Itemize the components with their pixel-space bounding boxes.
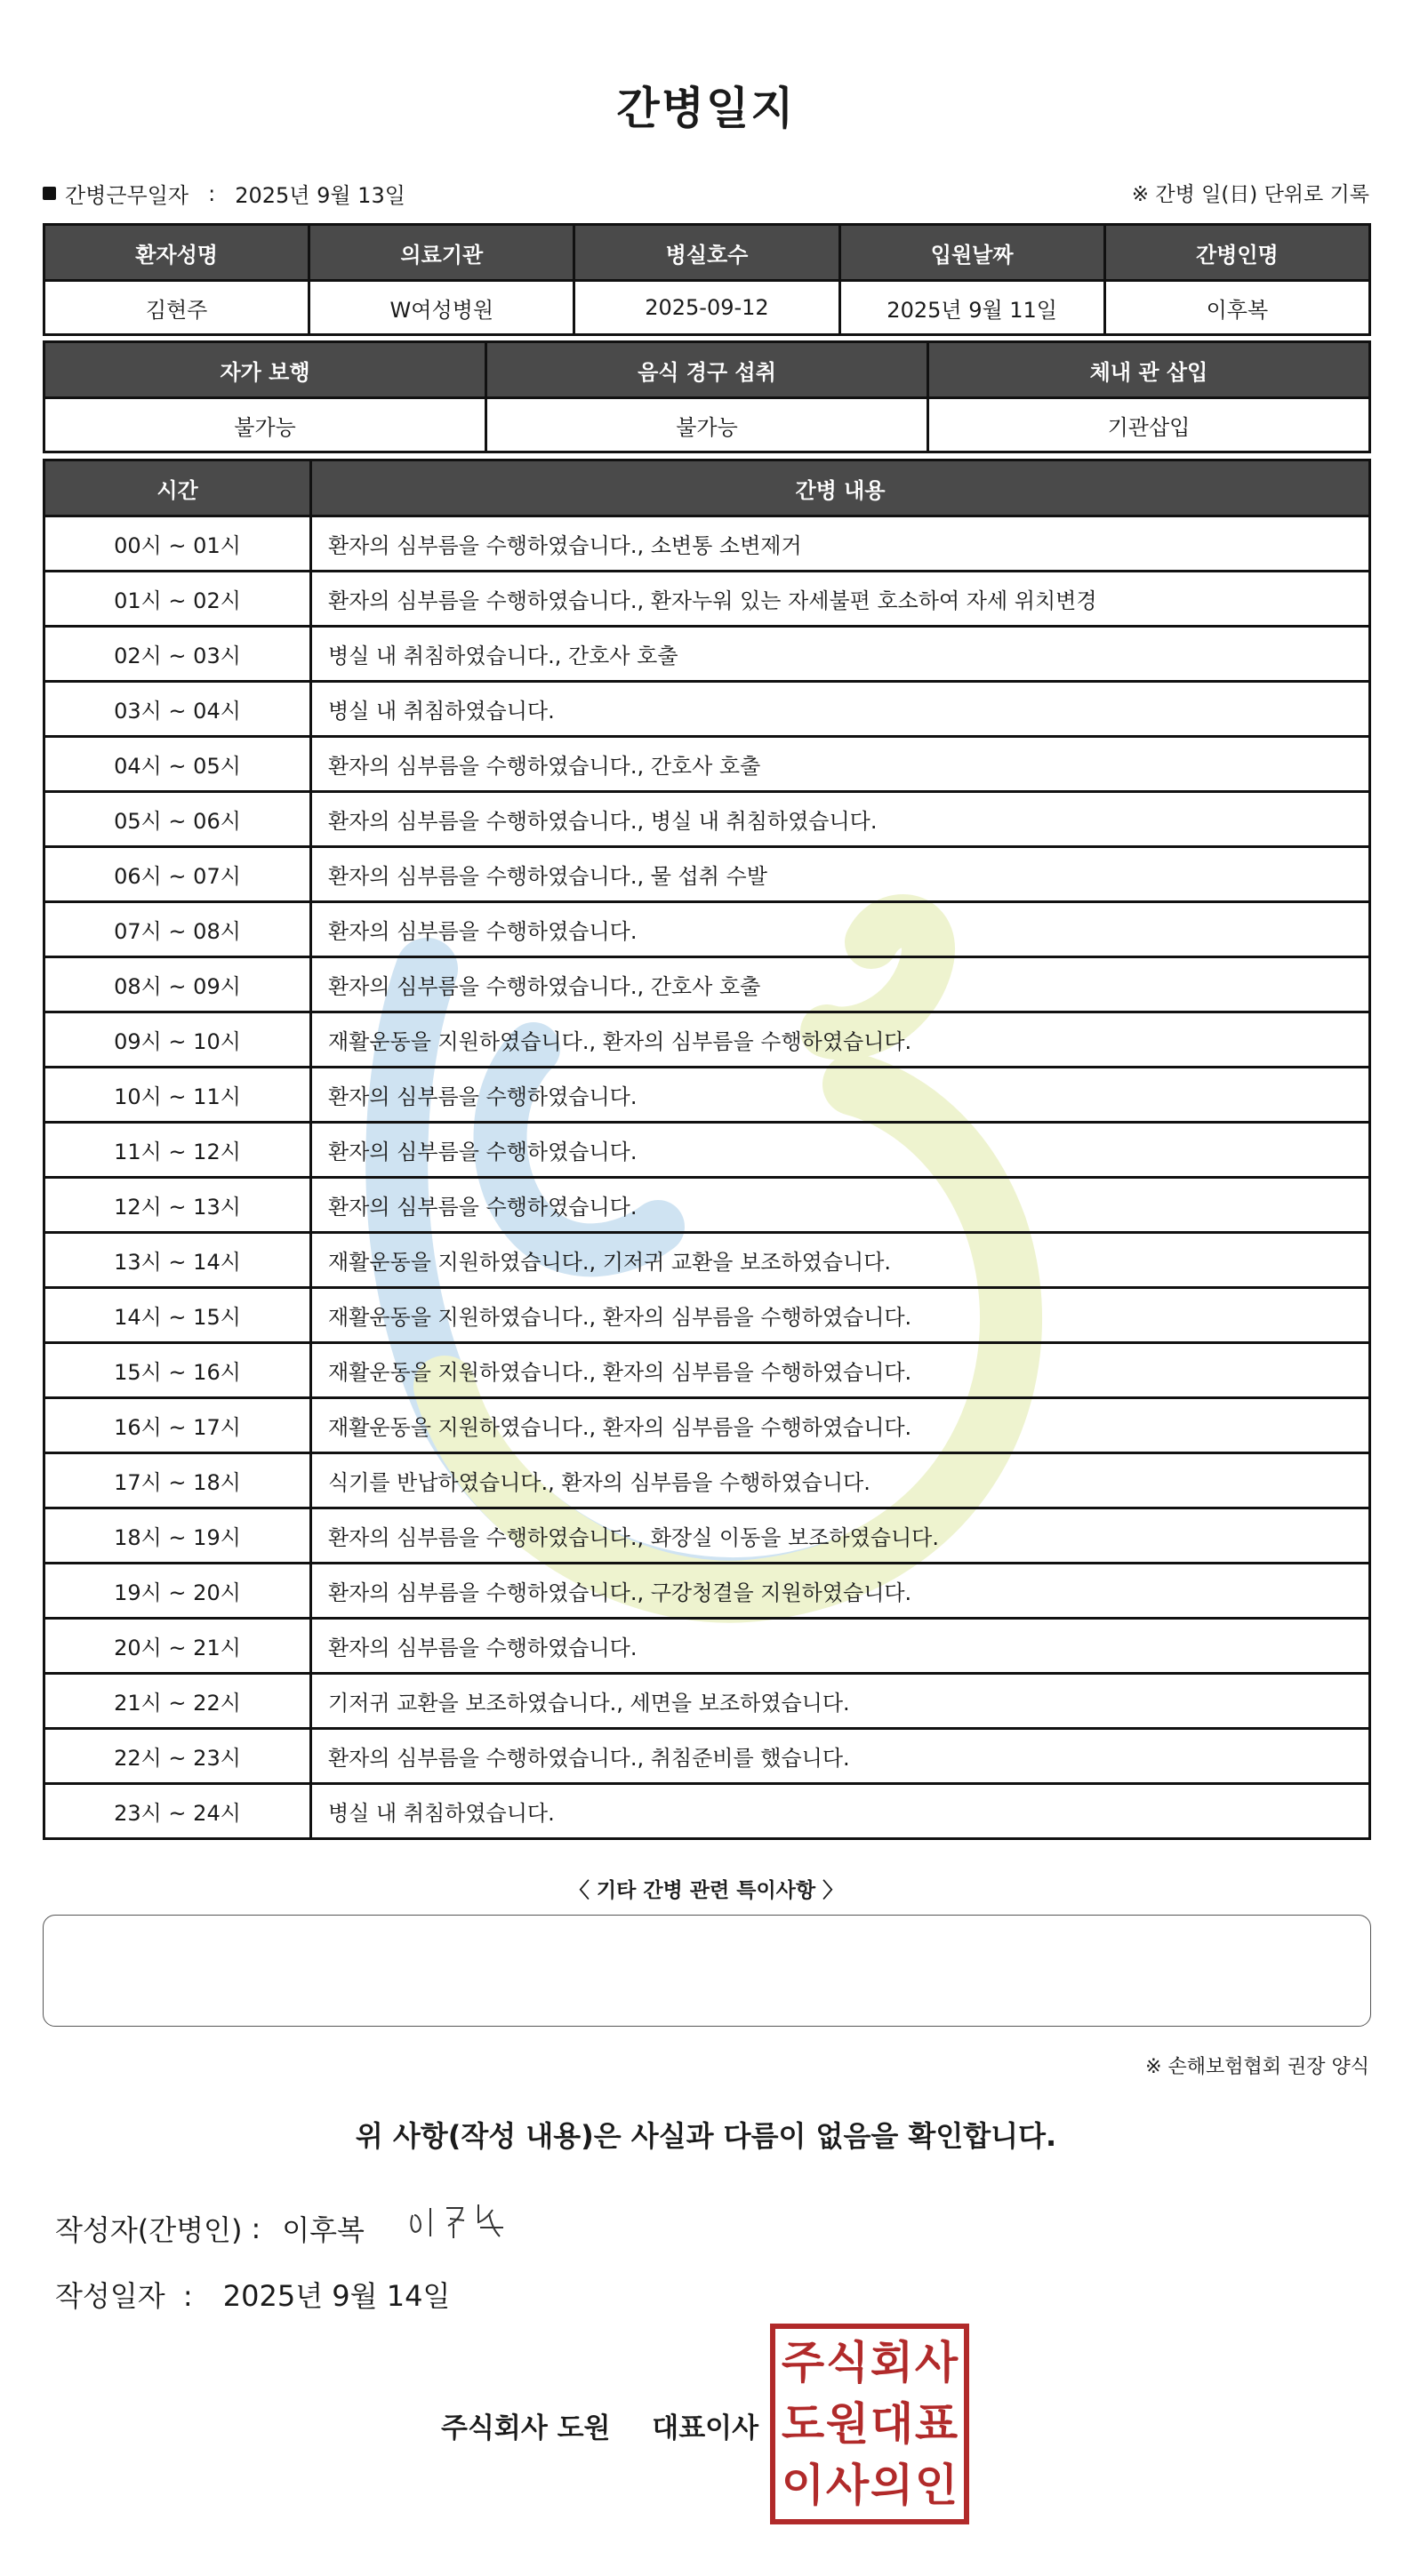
log-time: 04시 ~ 05시 xyxy=(44,737,311,792)
header-patient-name: 환자성명 xyxy=(44,225,309,281)
status-header-row xyxy=(44,342,1370,398)
log-content: 재활운동을 지원하였습니다., 환자의 심부름을 수행하였습니다. xyxy=(311,1343,1370,1398)
log-time: 18시 ~ 19시 xyxy=(44,1508,311,1564)
log-content: 병실 내 취침하였습니다. xyxy=(311,1784,1370,1839)
log-row xyxy=(44,792,1370,847)
log-content: 환자의 심부름을 수행하였습니다. xyxy=(311,1123,1370,1178)
care-log-table xyxy=(43,459,1371,1840)
log-time: 00시 ~ 01시 xyxy=(44,516,311,572)
status-value-row xyxy=(44,398,1370,452)
patient-name: 김현주 xyxy=(44,281,309,335)
log-time: 17시 ~ 18시 xyxy=(44,1453,311,1508)
log-header-row xyxy=(44,460,1370,516)
log-content: 기저귀 교환을 보조하였습니다., 세면을 보조하였습니다. xyxy=(311,1674,1370,1729)
work-date-separator: : xyxy=(208,180,216,206)
patient-info-header-row xyxy=(44,225,1370,281)
log-row xyxy=(44,1233,1370,1288)
log-content: 환자의 심부름을 수행하였습니다., 소변통 소변제거 xyxy=(311,516,1370,572)
log-row xyxy=(44,902,1370,957)
header-hospital: 의료기관 xyxy=(309,225,574,281)
writer-label: 작성자(간병인) xyxy=(55,2213,243,2247)
company-name: 주식회사 도원 xyxy=(441,2412,611,2444)
log-content: 환자의 심부름을 수행하였습니다., 환자누워 있는 자세불편 호소하여 자세 위치변경 xyxy=(311,572,1370,627)
log-content: 재활운동을 지원하였습니다., 환자의 심부름을 수행하였습니다. xyxy=(311,1398,1370,1453)
log-content: 환자의 심부름을 수행하였습니다., 간호사 호출 xyxy=(311,957,1370,1012)
header-tube-insertion: 체내 관 삽입 xyxy=(928,342,1370,398)
confirm-statement: 위 사항(작성 내용)은 사실과 다름이 없음을 확인합니다. xyxy=(355,2119,1057,2153)
log-row xyxy=(44,737,1370,792)
log-row xyxy=(44,1729,1370,1784)
seal-char: 의 xyxy=(870,2458,914,2511)
seal-char: 사 xyxy=(825,2458,870,2511)
log-row xyxy=(44,847,1370,902)
log-time: 14시 ~ 15시 xyxy=(44,1288,311,1343)
log-time: 08시 ~ 09시 xyxy=(44,957,311,1012)
seal-char: 사 xyxy=(914,2336,959,2389)
work-date xyxy=(43,178,405,209)
log-row xyxy=(44,572,1370,627)
log-content: 환자의 심부름을 수행하였습니다. xyxy=(311,1068,1370,1123)
header-caregiver-name: 간병인명 xyxy=(1104,225,1369,281)
log-content: 환자의 심부름을 수행하였습니다. xyxy=(311,902,1370,957)
log-row xyxy=(44,1784,1370,1839)
log-time: 15시 ~ 16시 xyxy=(44,1343,311,1398)
log-content: 식기를 반납하였습니다., 환자의 심부름을 수행하였습니다. xyxy=(311,1453,1370,1508)
oral-intake: 불가능 xyxy=(486,398,928,452)
log-content: 환자의 심부름을 수행하였습니다. xyxy=(311,1178,1370,1233)
seal-char: 인 xyxy=(914,2458,959,2511)
log-row xyxy=(44,516,1370,572)
hospital: W여성병원 xyxy=(309,281,574,335)
log-time: 01시 ~ 02시 xyxy=(44,572,311,627)
log-content: 환자의 심부름을 수행하였습니다. xyxy=(311,1619,1370,1674)
bullet-square-icon xyxy=(43,187,56,200)
log-row xyxy=(44,1123,1370,1178)
writer-name: 이후복 xyxy=(282,2213,365,2247)
seal-char: 주 xyxy=(781,2336,825,2389)
company-line xyxy=(441,2405,758,2445)
log-row xyxy=(44,1674,1370,1729)
company-role: 대표이사 xyxy=(652,2412,759,2444)
log-row xyxy=(44,1619,1370,1674)
seal-char: 대 xyxy=(870,2396,914,2450)
log-time: 20시 ~ 21시 xyxy=(44,1619,311,1674)
patient-info-value-row xyxy=(44,281,1370,335)
date-value: 2025년 9월 14일 xyxy=(222,2279,451,2313)
special-notes-title: 〈 기타 간병 관련 특이사항 〉 xyxy=(568,1879,844,1902)
caregiver-name: 이후복 xyxy=(1104,281,1369,335)
tube-insertion: 기관삽입 xyxy=(928,398,1370,452)
seal-char: 회 xyxy=(870,2336,914,2389)
header-admission-date: 입원날짜 xyxy=(839,225,1104,281)
seal-char: 원 xyxy=(825,2396,870,2450)
log-time: 19시 ~ 20시 xyxy=(44,1564,311,1619)
patient-info-table xyxy=(43,223,1371,336)
written-date-line xyxy=(55,2274,450,2315)
header-self-walking: 자가 보행 xyxy=(44,342,486,398)
log-content: 환자의 심부름을 수행하였습니다., 물 섭취 수발 xyxy=(311,847,1370,902)
log-time: 06시 ~ 07시 xyxy=(44,847,311,902)
log-time: 02시 ~ 03시 xyxy=(44,627,311,682)
log-time: 07시 ~ 08시 xyxy=(44,902,311,957)
header-care-content: 간병 내용 xyxy=(311,460,1370,516)
log-row xyxy=(44,682,1370,737)
seal-char: 이 xyxy=(781,2458,825,2511)
log-content: 환자의 심부름을 수행하였습니다., 병실 내 취침하였습니다. xyxy=(311,792,1370,847)
log-time: 16시 ~ 17시 xyxy=(44,1398,311,1453)
log-time: 23시 ~ 24시 xyxy=(44,1784,311,1839)
log-time: 03시 ~ 04시 xyxy=(44,682,311,737)
log-row xyxy=(44,1178,1370,1233)
log-row xyxy=(44,1288,1370,1343)
log-time: 13시 ~ 14시 xyxy=(44,1233,311,1288)
page-title: 간병일지 xyxy=(616,83,796,134)
writer-colon: : xyxy=(251,2212,261,2245)
room-number: 2025-09-12 xyxy=(574,281,839,335)
admission-date: 2025년 9월 11일 xyxy=(839,281,1104,335)
log-content: 재활운동을 지원하였습니다., 기저귀 교환을 보조하였습니다. xyxy=(311,1233,1370,1288)
seal-char: 도 xyxy=(781,2396,825,2450)
log-time: 09시 ~ 10시 xyxy=(44,1012,311,1068)
log-row xyxy=(44,1508,1370,1564)
log-content: 재활운동을 지원하였습니다., 환자의 심부름을 수행하였습니다. xyxy=(311,1012,1370,1068)
date-colon: : xyxy=(182,2279,193,2313)
log-row xyxy=(44,1453,1370,1508)
log-row xyxy=(44,1068,1370,1123)
log-content: 환자의 심부름을 수행하였습니다., 간호사 호출 xyxy=(311,737,1370,792)
log-time: 22시 ~ 23시 xyxy=(44,1729,311,1784)
log-time: 10시 ~ 11시 xyxy=(44,1068,311,1123)
log-content: 병실 내 취침하였습니다., 간호사 호출 xyxy=(311,627,1370,682)
unit-note: ※ 간병 일(日) 단위로 기록 xyxy=(1131,183,1369,206)
log-content: 병실 내 취침하였습니다. xyxy=(311,682,1370,737)
seal-char: 식 xyxy=(825,2336,870,2389)
header-oral-intake: 음식 경구 섭취 xyxy=(486,342,928,398)
log-row xyxy=(44,1398,1370,1453)
log-row xyxy=(44,1343,1370,1398)
log-time: 11시 ~ 12시 xyxy=(44,1123,311,1178)
log-content: 환자의 심부름을 수행하였습니다., 구강청결을 지원하였습니다. xyxy=(311,1564,1370,1619)
seal-char: 표 xyxy=(914,2396,959,2450)
header-room: 병실호수 xyxy=(574,225,839,281)
log-row xyxy=(44,1564,1370,1619)
date-label: 작성일자 xyxy=(55,2279,165,2313)
writer-line xyxy=(55,2208,365,2249)
log-time: 12시 ~ 13시 xyxy=(44,1178,311,1233)
work-date-label: 간병근무일자 xyxy=(65,183,189,208)
special-notes-box xyxy=(43,1915,1371,2027)
log-time: 21시 ~ 22시 xyxy=(44,1674,311,1729)
log-row xyxy=(44,627,1370,682)
log-content: 환자의 심부름을 수행하였습니다., 취침준비를 했습니다. xyxy=(311,1729,1370,1784)
log-row xyxy=(44,1012,1370,1068)
recommend-note: ※ 손해보험협회 권장 양식 xyxy=(1145,2056,1369,2078)
self-walking: 불가능 xyxy=(44,398,486,452)
header-time: 시간 xyxy=(44,460,311,516)
company-seal-stamp xyxy=(770,2324,969,2524)
handwritten-signature xyxy=(404,2196,528,2249)
work-date-value: 2025년 9월 13일 xyxy=(235,183,405,208)
log-row xyxy=(44,957,1370,1012)
log-time: 05시 ~ 06시 xyxy=(44,792,311,847)
log-content: 재활운동을 지원하였습니다., 환자의 심부름을 수행하였습니다. xyxy=(311,1288,1370,1343)
log-content: 환자의 심부름을 수행하였습니다., 화장실 이동을 보조하였습니다. xyxy=(311,1508,1370,1564)
patient-status-table xyxy=(43,340,1371,453)
